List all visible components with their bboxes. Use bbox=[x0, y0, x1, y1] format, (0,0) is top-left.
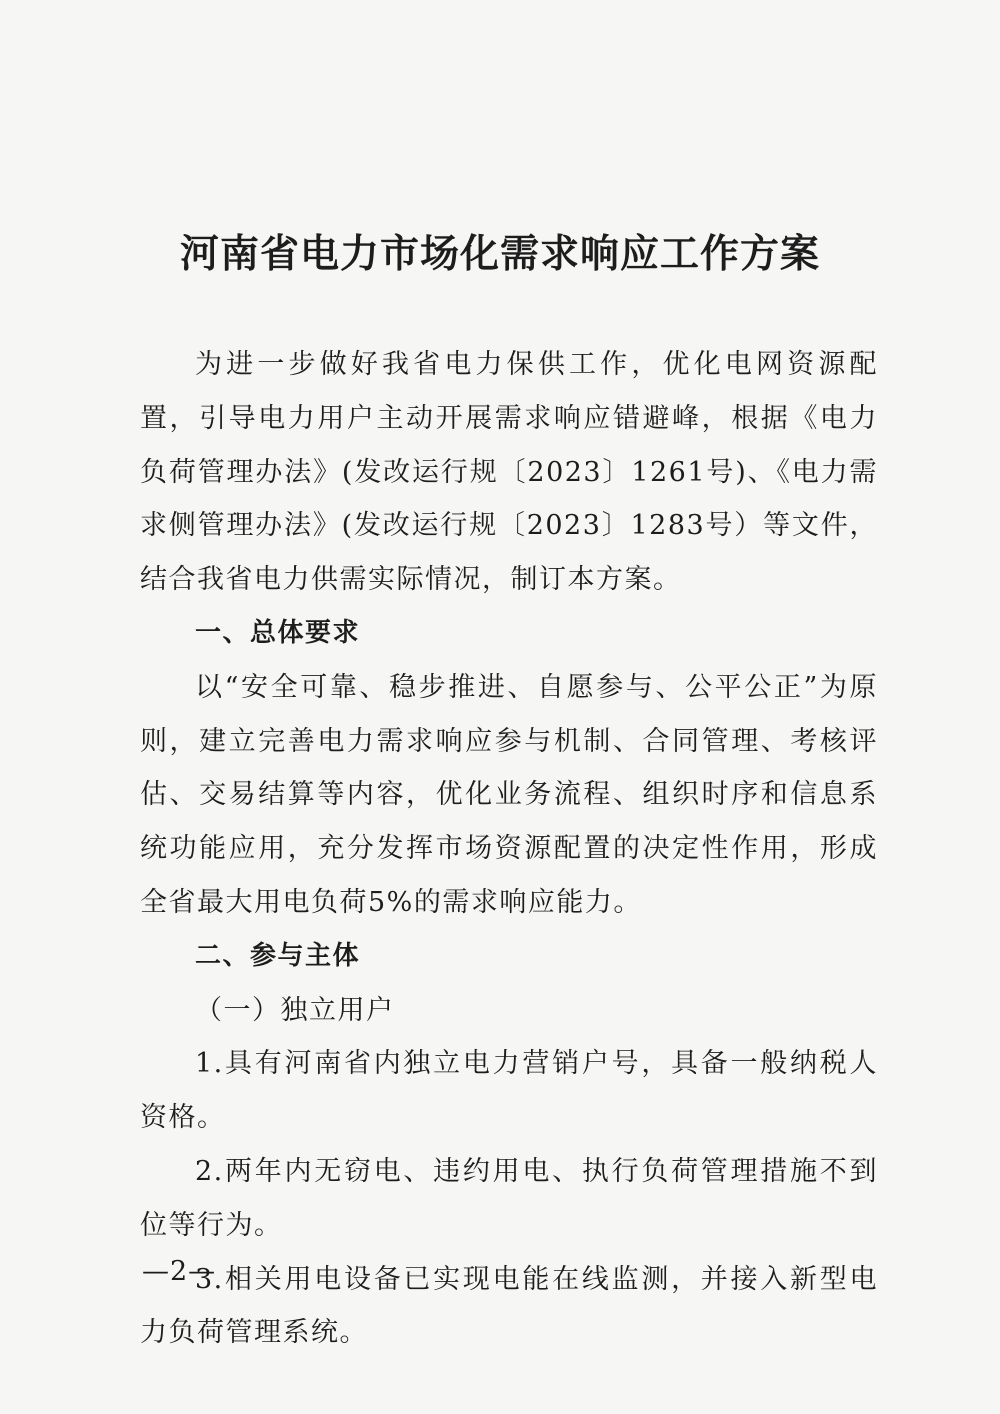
page-number: —2— bbox=[142, 1256, 217, 1287]
list-item-3: 3.相关用电设备已实现电能在线监测，并接入新型电力负荷管理系统。 bbox=[140, 1263, 878, 1349]
document-title: 河南省电力市场化需求响应工作方案 bbox=[179, 231, 820, 277]
section-heading-participants: 二、参与主体 bbox=[195, 940, 361, 971]
subsection-heading-independent-users: （一）独立用户 bbox=[195, 994, 395, 1026]
list-item-2: 2.两年内无窃电、违约用电、执行负荷管理措施不到位等行为。 bbox=[140, 1155, 878, 1241]
list-item-1: 1.具有河南省内独立电力营销户号，具备一般纳税人资格。 bbox=[140, 1048, 878, 1134]
section-heading-general-requirements: 一、总体要求 bbox=[195, 617, 361, 648]
general-requirements-paragraph: 以“安全可靠、稳步推进、自愿参与、公平公正”为原则，建立完善电力需求响应参与机制、合同管理、考核评估、交易结算等内容，优化业务流程、组织时序和信息系统功能应用，充分发挥市场资源配置的决定性作用，形成全省最大用电负荷5%的需求响应能力。 bbox=[140, 671, 878, 918]
intro-paragraph: 为进一步做好我省电力保供工作，优化电网资源配置，引导电力用户主动开展需求响应错避峰，根据《电力负荷管理办法》(发改运行规〔2023〕1261号)、《电力需求侧管理办法》(发改运行规〔2023〕1283号）等文件，结合我省电力供需实际情况，制订本方案。 bbox=[140, 349, 878, 596]
document-body bbox=[140, 338, 878, 1360]
